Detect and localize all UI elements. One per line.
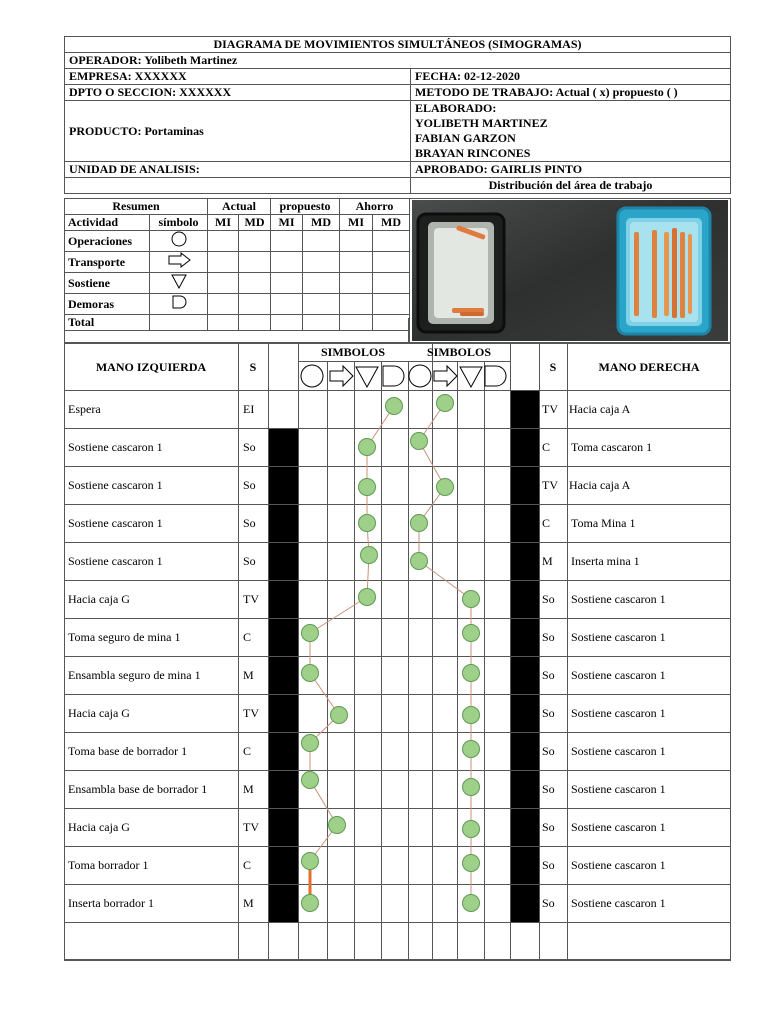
right-hand-marker xyxy=(437,479,454,496)
left-s-code: So xyxy=(243,516,256,530)
left-s-code: M xyxy=(243,668,254,682)
ahorro-md: MD xyxy=(373,215,410,231)
left-s-code: C xyxy=(243,858,252,872)
right-hand-header: MANO DERECHA xyxy=(598,360,700,374)
left-activity: Toma base de borrador 1 xyxy=(68,744,188,758)
elaborado-label: ELABORADO: xyxy=(415,101,497,115)
ahorro-mi: MI xyxy=(340,215,373,231)
left-s-code: TV xyxy=(243,592,259,606)
operador-field: OPERADOR: Yolibeth Martinez xyxy=(65,53,731,69)
left-s-code: So xyxy=(243,554,256,568)
right-hand-marker xyxy=(463,741,480,758)
right-s-code: So xyxy=(542,668,555,682)
right-hand-marker xyxy=(437,395,454,412)
left-activity: Toma borrador 1 xyxy=(68,858,149,872)
left-hand-marker xyxy=(359,479,376,496)
right-s-code: M xyxy=(542,554,553,568)
actual-md: MD xyxy=(239,215,271,231)
simbolo-header: símbolo xyxy=(150,215,208,231)
distribucion-label: Distribución del área de trabajo xyxy=(411,178,731,194)
simbolos-header-right: SIMBOLOS xyxy=(426,345,492,359)
right-s-code: So xyxy=(542,630,555,644)
right-hand-marker xyxy=(463,855,480,872)
right-hand-marker xyxy=(463,821,480,838)
right-s-code: So xyxy=(542,706,555,720)
right-s-code: So xyxy=(542,858,555,872)
left-activity: Hacia caja G xyxy=(68,706,130,720)
hold-icon xyxy=(460,367,482,387)
empresa-field: EMPRESA: XXXXXX xyxy=(65,69,411,85)
right-hand-marker xyxy=(463,779,480,796)
aprobado-field: APROBADO: GAIRLIS PINTO xyxy=(411,162,731,178)
resumen-header: Resumen xyxy=(65,199,208,215)
left-activity: Sostiene cascaron 1 xyxy=(68,440,163,454)
left-activity: Espera xyxy=(68,402,101,416)
left-activity: Inserta borrador 1 xyxy=(68,896,154,910)
right-activity: Sostiene cascaron 1 xyxy=(571,820,666,834)
left-hand-marker xyxy=(386,398,403,415)
right-s-code: C xyxy=(542,516,551,530)
left-activity: Toma seguro de mina 1 xyxy=(68,630,181,644)
left-s-code: M xyxy=(243,782,254,796)
left-hand-marker xyxy=(331,707,348,724)
left-hand-header: MANO IZQUIERDA xyxy=(95,360,207,374)
right-activity: Hacia caja A xyxy=(569,402,631,416)
right-s-code: C xyxy=(542,440,551,454)
document-title: DIAGRAMA DE MOVIMIENTOS SIMULTÁNEOS (SIMOGRAMAS) xyxy=(65,37,731,53)
operation-icon xyxy=(301,365,323,387)
left-s-code: TV xyxy=(243,706,259,720)
actual-header: Actual xyxy=(208,199,271,215)
left-hand-link xyxy=(310,597,367,633)
row-sostiene: Sostiene xyxy=(65,273,150,294)
operation-icon xyxy=(409,365,431,387)
right-s-code: TV xyxy=(542,402,558,416)
simbolos-header-left: SIMBOLOS xyxy=(320,345,386,359)
right-s-code: So xyxy=(542,592,555,606)
elaborado-name-3: BRAYAN RINCONES xyxy=(415,146,531,160)
left-hand-marker xyxy=(302,853,319,870)
producto-field: PRODUCTO: Portaminas xyxy=(65,101,411,162)
left-idle-bar xyxy=(268,428,298,922)
unidad-field: UNIDAD DE ANALISIS: xyxy=(65,162,411,178)
left-s-code: So xyxy=(243,478,256,492)
right-hand-marker xyxy=(463,625,480,642)
hold-icon xyxy=(356,367,378,387)
propuesto-header: propuesto xyxy=(271,199,340,215)
s-header-right: S xyxy=(549,360,557,374)
right-activity: Inserta mina 1 xyxy=(571,554,640,568)
right-hand-marker xyxy=(463,707,480,724)
right-hand-marker xyxy=(411,515,428,532)
delay-icon xyxy=(383,366,404,386)
right-activity: Sostiene cascaron 1 xyxy=(571,744,666,758)
left-s-code: TV xyxy=(243,820,259,834)
row-total: Total xyxy=(65,315,150,331)
fecha-field: FECHA: 02-12-2020 xyxy=(411,69,731,85)
right-activity: Sostiene cascaron 1 xyxy=(571,668,666,682)
left-hand-marker xyxy=(359,515,376,532)
transport-icon xyxy=(330,366,353,386)
elaborado-name-1: YOLIBETH MARTINEZ xyxy=(415,116,548,130)
right-activity: Toma Mina 1 xyxy=(571,516,636,530)
left-hand-marker xyxy=(359,589,376,606)
left-s-code: M xyxy=(243,896,254,910)
left-activity: Ensambla seguro de mina 1 xyxy=(68,668,201,682)
left-s-code: So xyxy=(243,440,256,454)
row-transporte: Transporte xyxy=(65,252,150,273)
left-hand-marker xyxy=(302,772,319,789)
right-activity: Sostiene cascaron 1 xyxy=(571,858,666,872)
row-demoras: Demoras xyxy=(65,294,150,315)
left-hand-marker xyxy=(302,625,319,642)
left-activity: Ensambla base de borrador 1 xyxy=(68,782,208,796)
right-hand-marker xyxy=(463,591,480,608)
left-activity: Sostiene cascaron 1 xyxy=(68,554,163,568)
right-s-code: So xyxy=(542,744,555,758)
right-activity: Sostiene cascaron 1 xyxy=(571,896,666,910)
left-activity: Hacia caja G xyxy=(68,820,130,834)
left-hand-marker xyxy=(361,547,378,564)
transport-icon xyxy=(434,366,457,386)
right-hand-marker xyxy=(411,553,428,570)
left-hand-marker xyxy=(359,439,376,456)
ahorro-header: Ahorro xyxy=(340,199,410,215)
right-activity: Sostiene cascaron 1 xyxy=(571,782,666,796)
left-s-code: C xyxy=(243,630,252,644)
right-s-code: So xyxy=(542,820,555,834)
s-header-left: S xyxy=(249,360,257,374)
right-s-code: So xyxy=(542,896,555,910)
right-activity: Toma cascaron 1 xyxy=(571,440,653,454)
left-hand-marker xyxy=(329,817,346,834)
right-hand-marker xyxy=(411,433,428,450)
left-activity: Hacia caja G xyxy=(68,592,130,606)
metodo-field: METODO DE TRABAJO: Actual ( x) propuesto ( ) xyxy=(411,85,731,101)
left-hand-marker xyxy=(302,895,319,912)
right-activity: Sostiene cascaron 1 xyxy=(571,706,666,720)
left-hand-marker xyxy=(302,735,319,752)
row-operaciones: Operaciones xyxy=(65,231,150,252)
right-hand-marker xyxy=(463,665,480,682)
left-hand-marker xyxy=(302,665,319,682)
elaborado-name-2: FABIAN GARZON xyxy=(415,131,516,145)
left-activity: Sostiene cascaron 1 xyxy=(68,516,163,530)
right-hand-marker xyxy=(463,895,480,912)
actividad-header: Actividad xyxy=(65,215,150,231)
right-activity: Sostiene cascaron 1 xyxy=(571,592,666,606)
right-s-code: So xyxy=(542,782,555,796)
right-activity: Hacia caja A xyxy=(569,478,631,492)
right-activity: Sostiene cascaron 1 xyxy=(571,630,666,644)
left-s-code: EI xyxy=(243,402,255,416)
left-s-code: C xyxy=(243,744,252,758)
dpto-field: DPTO O SECCION: XXXXXX xyxy=(65,85,411,101)
actual-mi: MI xyxy=(208,215,239,231)
left-activity: Sostiene cascaron 1 xyxy=(68,478,163,492)
propuesto-mi: MI xyxy=(271,215,303,231)
right-s-code: TV xyxy=(542,478,558,492)
delay-icon xyxy=(485,366,506,386)
propuesto-md: MD xyxy=(303,215,340,231)
